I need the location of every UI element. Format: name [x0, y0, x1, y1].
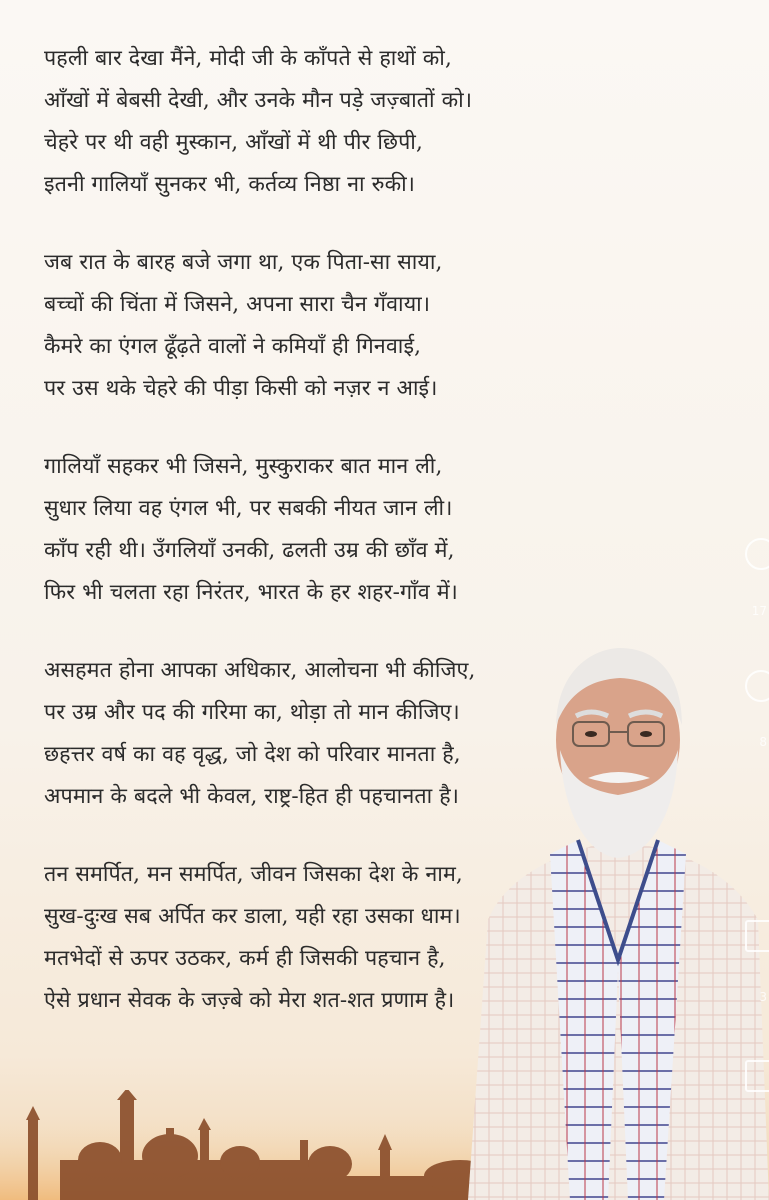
poem-line: पर उम्र और पद की गरिमा का, थोड़ा तो मान कीजिए।: [44, 700, 460, 725]
poem-stanza: [44, 38, 564, 206]
poem-line: सुख-दुःख सब अर्पित कर डाला, यही रहा उसका धाम।: [44, 904, 461, 929]
poem-line: कैमरे का एंगल ढूँढ़ते वालों ने कमियाँ ही गिनवाई,: [44, 334, 422, 359]
reaction-sidebar: [747, 520, 769, 1120]
comment-icon[interactable]: [745, 670, 769, 702]
poem-line: अपमान के बदले भी केवल, राष्ट्र-हित ही पहचानता है।: [44, 784, 459, 809]
poem-line: असहमत होना आपका अधिकार, आलोचना भी कीजिए,: [44, 658, 476, 683]
share-icon[interactable]: [745, 1060, 769, 1092]
poem-line: पहली बार देखा मैंने, मोदी जी के काँपते से हाथों को,: [44, 46, 452, 71]
poem-line: जब रात के बारह बजे जगा था, एक पिता-सा साया,: [44, 250, 443, 275]
poem-line: काँप रही थी। उँगलियाँ उनकी, ढलती उम्र की छाँव में,: [44, 538, 455, 563]
poem-line: फिर भी चलता रहा निरंतर, भारत के हर शहर-गाँव में।: [44, 580, 458, 605]
bookmark-icon[interactable]: [745, 920, 769, 952]
poem-line: ऐसे प्रधान सेवक के जज़्बे को मेरा शत-शत प्रणाम है।: [44, 988, 455, 1013]
portrait-photo: [468, 630, 769, 1200]
poem-stanza: [44, 242, 564, 410]
poem-line: मतभेदों से ऊपर उठकर, कर्म ही जिसकी पहचान है,: [44, 946, 446, 971]
poem-line: गालियाँ सहकर भी जिसने, मुस्कुराकर बात मान ली,: [44, 454, 443, 479]
poem-line: तन समर्पित, मन समर्पित, जीवन जिसका देश के नाम,: [44, 862, 463, 887]
poem-line: सुधार लिया वह एंगल भी, पर सबकी नीयत जान ली।: [44, 496, 453, 521]
poem-line: इतनी गालियाँ सुनकर भी, कर्तव्य निष्ठा ना रुकी।: [44, 172, 416, 197]
poem-line: आँखों में बेबसी देखी, और उनके मौन पड़े जज़्बातों को।: [44, 88, 473, 113]
save-count: 3: [759, 990, 767, 1004]
like-count: 17: [751, 604, 767, 618]
heart-icon[interactable]: [745, 538, 769, 570]
poem-line: बच्चों की चिंता में जिसने, अपना सारा चैन गँवाया।: [44, 292, 431, 317]
monument-skyline-image: [0, 1090, 520, 1200]
poem-line: पर उस थके चेहरे की पीड़ा किसी को नज़र न आई।: [44, 376, 438, 401]
poem-line: चेहरे पर थी वही मुस्कान, आँखों में थी पीर छिपी,: [44, 130, 423, 155]
poem-line: छहत्तर वर्ष का वह वृद्ध, जो देश को परिवार मानता है,: [44, 742, 461, 767]
comment-count: 8: [759, 735, 767, 749]
poem-stanza: [44, 446, 564, 614]
